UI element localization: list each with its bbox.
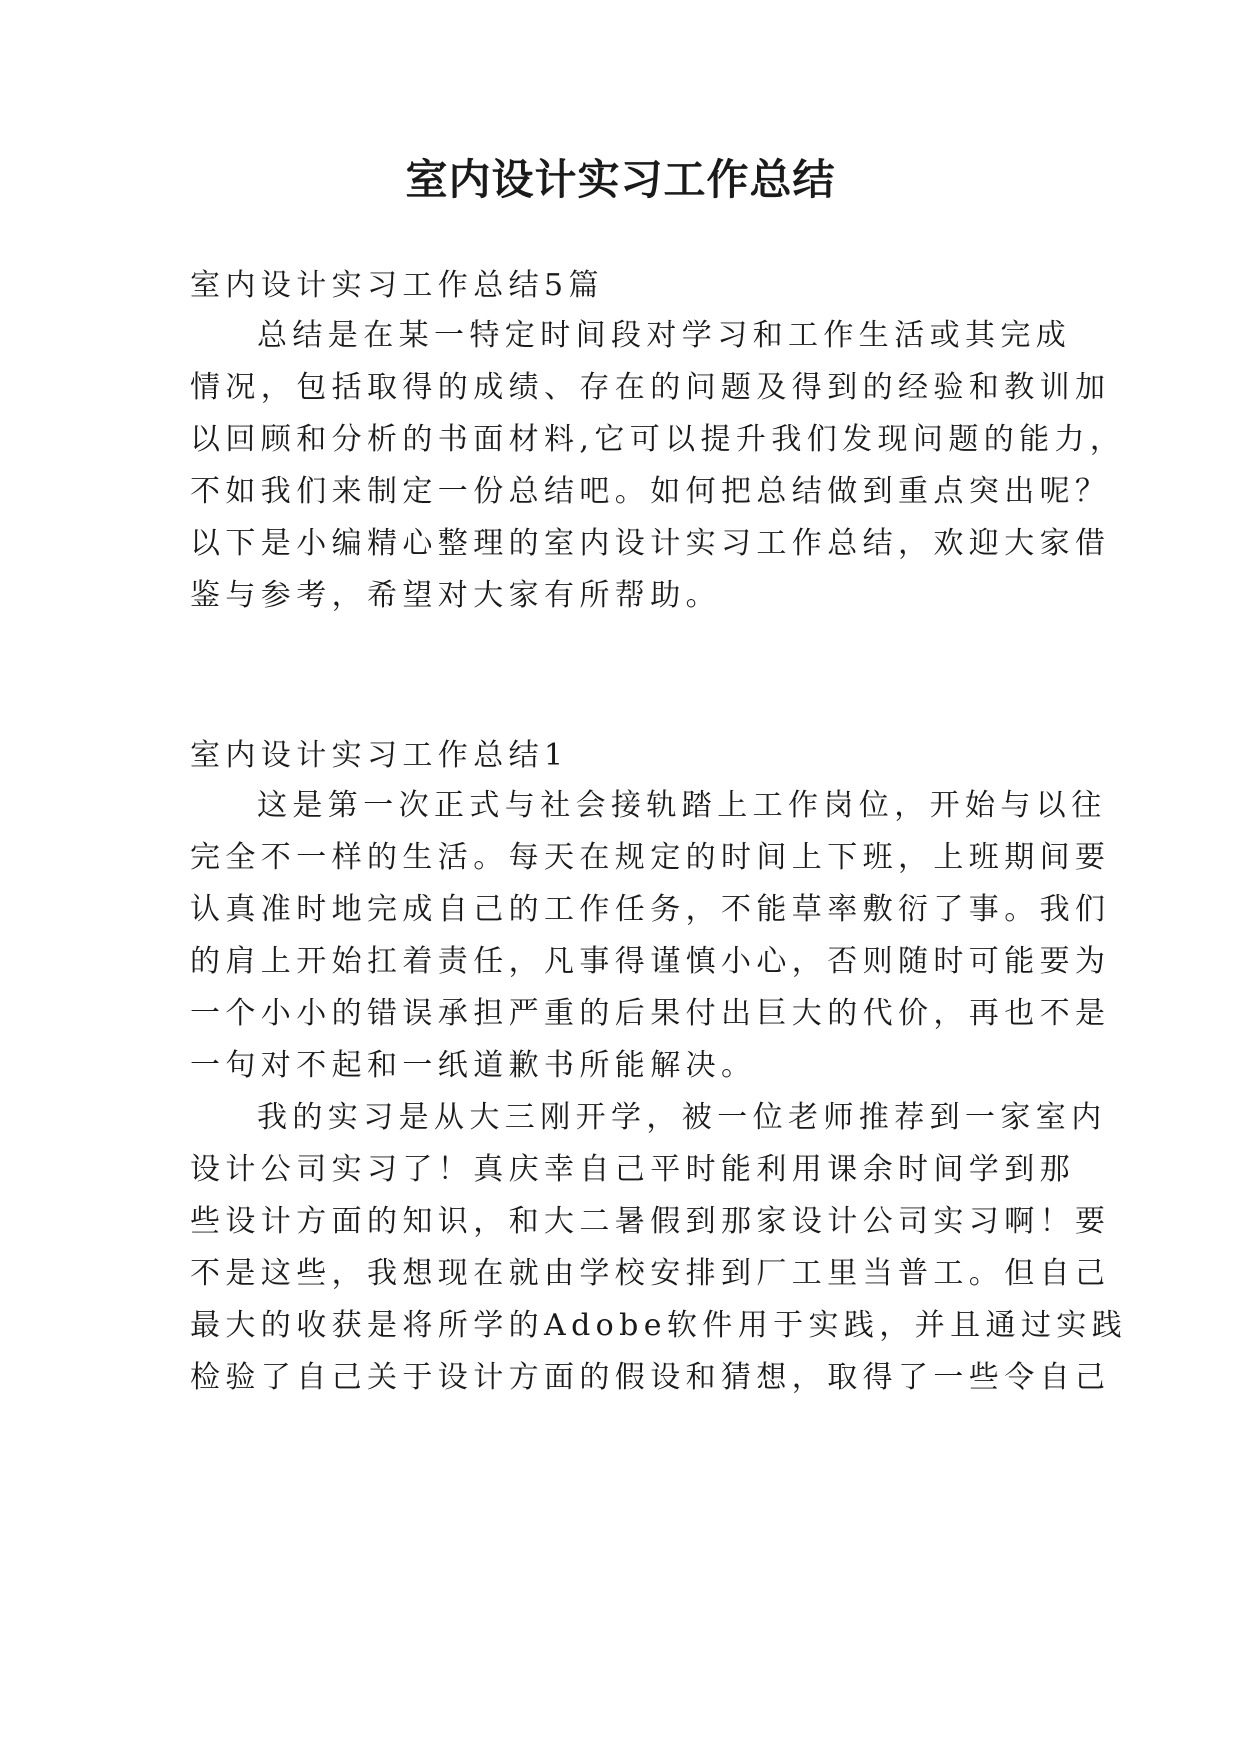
paragraph-line: 一个小小的错误承担严重的后果付出巨大的代价，再也不是	[190, 996, 1111, 1031]
paragraph-line: 的肩上开始扛着责任，凡事得谨慎小心，否则随时可能要为	[190, 944, 1111, 979]
paragraph-line: 检验了自己关于设计方面的假设和猜想，取得了一些令自己	[190, 1360, 1111, 1395]
intro-heading: 室内设计实习工作总结5篇	[190, 268, 604, 303]
intro-line: 情况，包括取得的成绩、存在的问题及得到的经验和教训加	[190, 370, 1111, 405]
paragraph-line: 最大的收获是将所学的Adobe软件用于实践，并且通过实践	[190, 1308, 1128, 1343]
intro-line: 以回顾和分析的书面材料,它可以提升我们发现问题的能力，	[190, 422, 1126, 457]
paragraph-line: 设计公司实习了！真庆幸自己平时能利用课余时间学到那	[190, 1152, 1075, 1187]
paragraph-line: 些设计方面的知识，和大二暑假到那家设计公司实习啊！要	[190, 1204, 1111, 1239]
document-title: 室内设计实习工作总结	[405, 155, 836, 204]
paragraph-line: 不是这些，我想现在就由学校安排到厂工里当普工。但自己	[190, 1256, 1111, 1291]
paragraph-line: 我的实习是从大三刚开学，被一位老师推荐到一家室内	[257, 1100, 1107, 1135]
paragraph-line: 一句对不起和一纸道歉书所能解决。	[190, 1048, 757, 1083]
paragraph-line: 认真准时地完成自己的工作任务，不能草率敷衍了事。我们	[190, 892, 1111, 927]
section-heading: 室内设计实习工作总结1	[190, 738, 569, 773]
paragraph-line: 完全不一样的生活。每天在规定的时间上下班，上班期间要	[190, 840, 1111, 875]
intro-line: 以下是小编精心整理的室内设计实习工作总结，欢迎大家借	[190, 526, 1111, 561]
intro-line: 不如我们来制定一份总结吧。如何把总结做到重点突出呢？	[190, 474, 1111, 509]
paragraph-line: 这是第一次正式与社会接轨踏上工作岗位，开始与以往	[257, 788, 1107, 823]
intro-line: 总结是在某一特定时间段对学习和工作生活或其完成	[257, 318, 1072, 353]
intro-line: 鉴与参考，希望对大家有所帮助。	[190, 578, 721, 613]
